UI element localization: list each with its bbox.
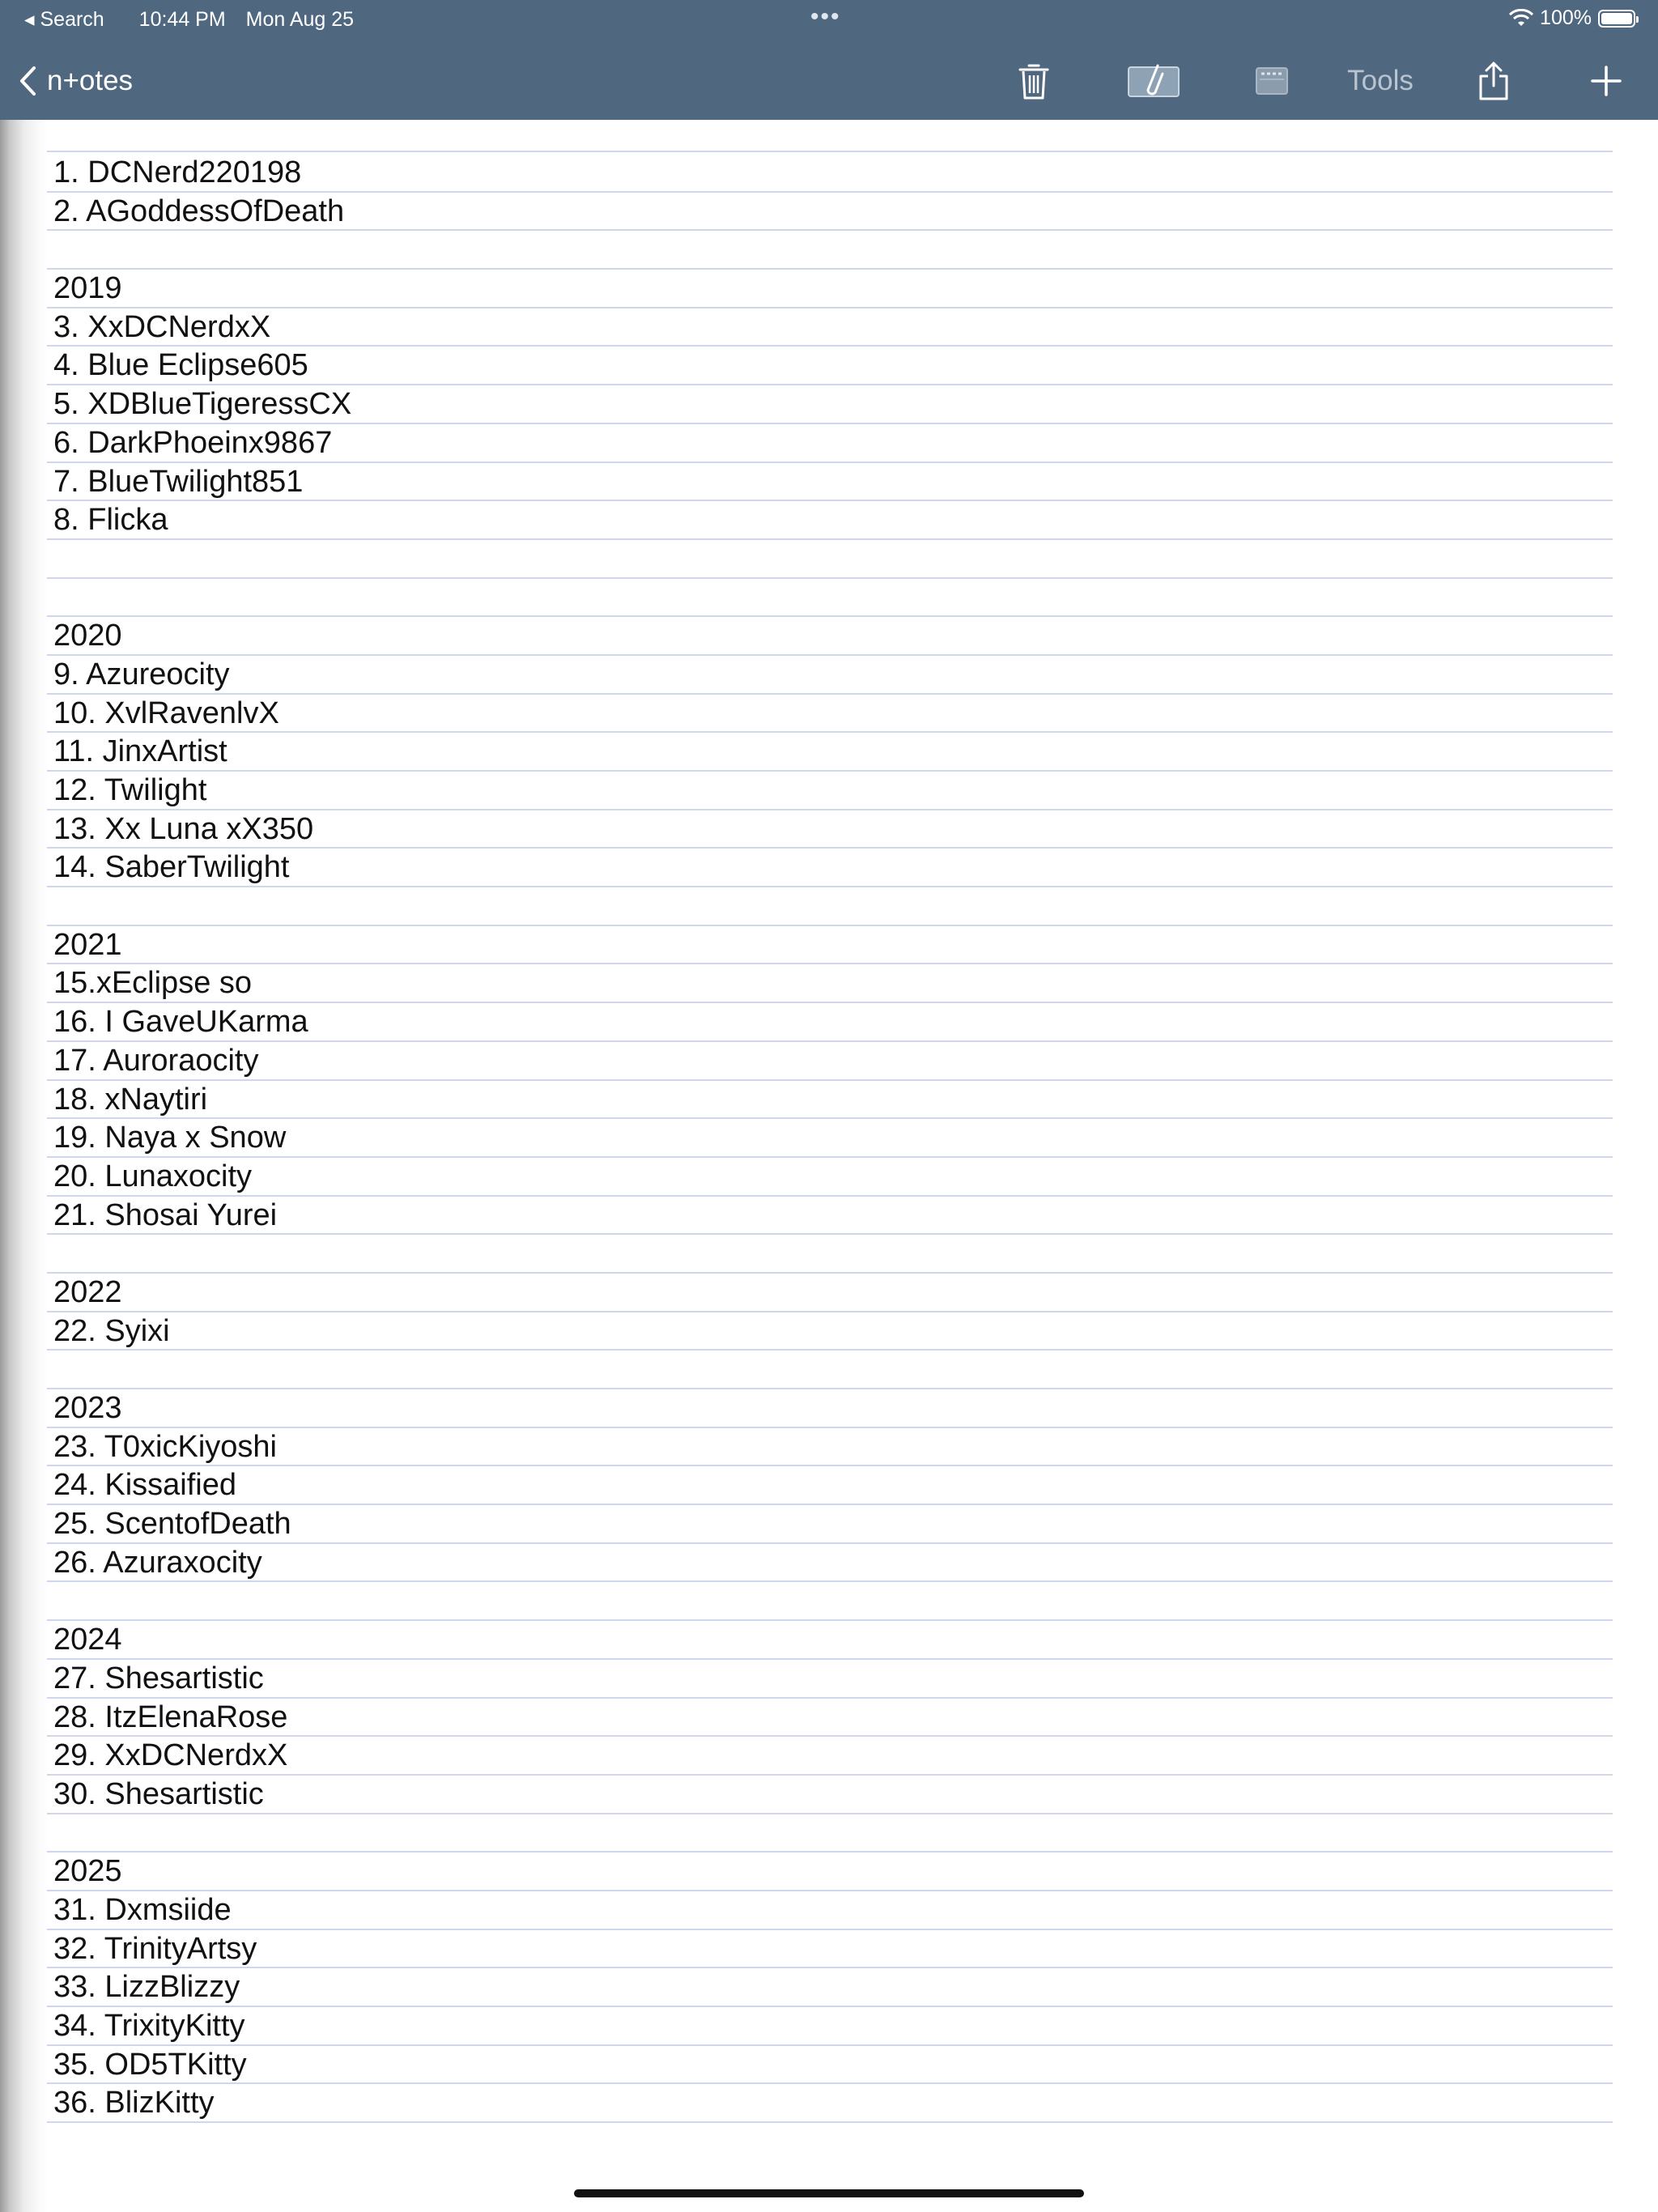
back-to-app-link[interactable]: ◂ Search — [24, 8, 104, 31]
note-line: 14. SaberTwilight — [47, 849, 1613, 887]
note-line: 27. Shesartistic — [47, 1660, 1613, 1699]
note-line: 22. Syixi — [47, 1312, 1613, 1351]
note-line: 15.xEclipse so — [47, 964, 1613, 1003]
note-line: 2024 — [47, 1621, 1613, 1660]
note-line — [47, 1582, 1613, 1621]
status-right — [1509, 6, 1635, 30]
note-line — [47, 540, 1613, 579]
note-line: 19. Naya x Snow — [47, 1119, 1613, 1158]
note-line: 2019 — [47, 270, 1613, 308]
note-line: 16. I GaveUKarma — [47, 1003, 1613, 1042]
note-line — [47, 887, 1613, 926]
note-line: 2021 — [47, 926, 1613, 965]
note-line: 25. ScentofDeath — [47, 1505, 1613, 1544]
note-line: 32. TrinityArtsy — [47, 1930, 1613, 1969]
note-line: 36. BlizKitty — [47, 2084, 1613, 2123]
note-line: 18. xNaytiri — [47, 1081, 1613, 1120]
note-line: 28. ItzElenaRose — [47, 1699, 1613, 1738]
tools-button[interactable] — [1344, 57, 1417, 105]
home-indicator[interactable] — [574, 2189, 1084, 2197]
note-line: 3. XxDCNerdxX — [47, 308, 1613, 347]
status-date: Mon Aug 25 — [245, 8, 355, 31]
note-line: 23. T0xicKiyoshi — [47, 1428, 1613, 1467]
note-line: 2022 — [47, 1274, 1613, 1312]
status-bar — [0, 0, 1658, 37]
note-line: 6. DarkPhoeinx9867 — [47, 424, 1613, 463]
note-line: 12. Twilight — [47, 772, 1613, 810]
note-line: 1. DCNerd220198 — [47, 154, 1613, 193]
share-icon — [1477, 60, 1511, 102]
note-line: 8. Flicka — [47, 501, 1613, 540]
chevron-left-icon — [18, 65, 37, 97]
note-line: 2023 — [47, 1389, 1613, 1428]
keyboard-icon — [1255, 65, 1289, 97]
delete-button[interactable] — [1014, 57, 1054, 105]
wifi-icon — [1509, 9, 1533, 28]
back-title: n+otes — [47, 65, 134, 96]
share-button[interactable] — [1475, 57, 1512, 105]
note-line: 30. Shesartistic — [47, 1776, 1613, 1814]
multitasking-dots-icon[interactable]: ••• — [810, 3, 841, 30]
note-line: 34. TrixityKitty — [47, 2007, 1613, 2046]
note-line — [47, 231, 1613, 270]
tools-label: Tools — [1347, 65, 1414, 96]
note-line: 31. Dxmsiide — [47, 1891, 1613, 1930]
note-line: 10. XvlRavenlvX — [47, 695, 1613, 734]
note-line: 2025 — [47, 1853, 1613, 1891]
paperclip-icon — [1127, 62, 1180, 100]
status-left — [24, 7, 368, 32]
trash-icon — [1018, 61, 1050, 101]
attachment-button[interactable] — [1125, 57, 1182, 105]
note-line — [47, 579, 1613, 618]
plus-icon — [1590, 65, 1622, 97]
note-line: 7. BlueTwilight851 — [47, 463, 1613, 502]
top-bar — [0, 0, 1658, 120]
note-line: 17. Auroraocity — [47, 1042, 1613, 1081]
note-line — [47, 1351, 1613, 1389]
note-line: 9. Azureocity — [47, 656, 1613, 695]
add-button[interactable] — [1588, 57, 1624, 105]
back-app-label: Search — [40, 8, 104, 31]
note-line: 4. Blue Eclipse605 — [47, 347, 1613, 385]
back-button[interactable] — [18, 57, 133, 105]
note-line: 20. Lunaxocity — [47, 1158, 1613, 1197]
keyboard-button[interactable] — [1253, 57, 1290, 105]
note-line: 2. AGoddessOfDeath — [47, 193, 1613, 232]
note-line — [47, 1814, 1613, 1853]
note-text-area[interactable] — [47, 154, 1613, 2123]
note-line: 35. OD5TKitty — [47, 2046, 1613, 2085]
note-line — [47, 1235, 1613, 1274]
note-line: 11. JinxArtist — [47, 733, 1613, 772]
navigation-bar — [0, 49, 1658, 113]
battery-icon — [1598, 10, 1635, 28]
battery-percent: 100% — [1540, 6, 1592, 29]
note-line: 26. Azuraxocity — [47, 1544, 1613, 1583]
note-line: 13. Xx Luna xX350 — [47, 810, 1613, 849]
note-paper[interactable] — [0, 120, 1658, 2212]
note-line: 2020 — [47, 617, 1613, 656]
first-rule-line — [47, 151, 1613, 152]
status-time: 10:44 PM — [138, 8, 226, 31]
note-line: 24. Kissaified — [47, 1466, 1613, 1505]
note-line: 5. XDBlueTigeressCX — [47, 385, 1613, 424]
note-line: 29. XxDCNerdxX — [47, 1737, 1613, 1776]
note-line: 21. Shosai Yurei — [47, 1197, 1613, 1236]
note-line: 33. LizzBlizzy — [47, 1968, 1613, 2007]
